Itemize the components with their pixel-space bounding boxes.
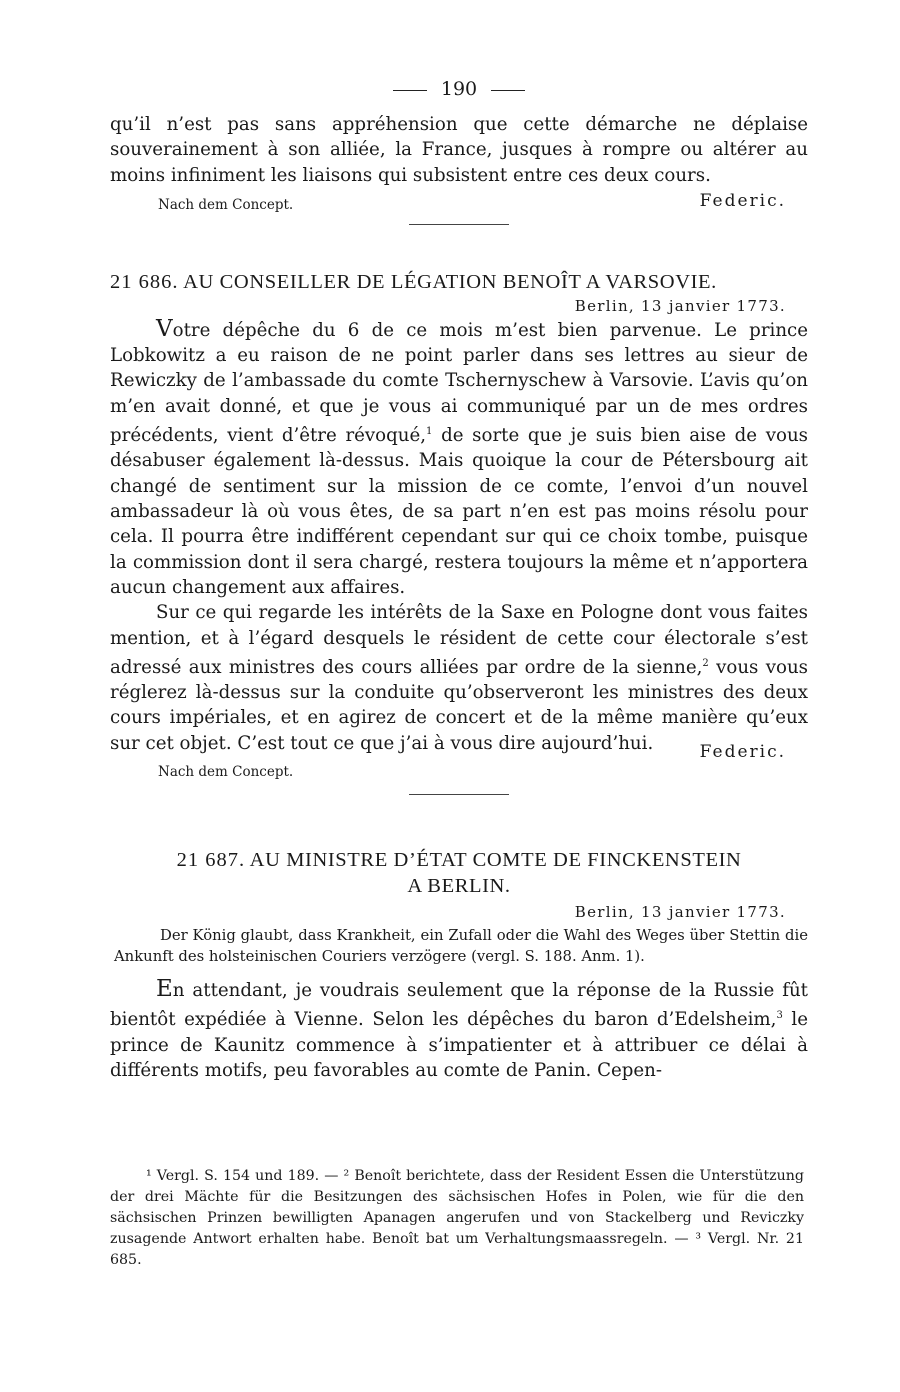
page-number-dash-right bbox=[491, 90, 525, 91]
footnote-ref: 3 bbox=[776, 1010, 783, 1022]
paragraph-text: Sur ce qui regarde les intérêts de la Saxe en Pologne dont vous faites mention, et à l’égard desquels le résident de cette cour électorale s’est adressé aux ministres des cours alliées par ordre de la sienne, bbox=[110, 602, 808, 678]
paragraph-text: le prince de Kaunitz commence à s’impatienter et à attribuer ce délai à différents motifs, peu favorables au comte de Panin. Cepen- bbox=[110, 1009, 808, 1082]
footnote-ref: 1 bbox=[426, 426, 433, 438]
letter-paragraph bbox=[110, 317, 808, 600]
signature: Federic. bbox=[699, 742, 786, 763]
initial-letter: V bbox=[156, 315, 173, 342]
letter-heading-line2: A BERLIN. bbox=[407, 875, 511, 898]
page-number-dash-left bbox=[393, 90, 427, 91]
letter-number: 21 686. bbox=[110, 270, 179, 293]
source-signature-row bbox=[110, 742, 808, 786]
initial-letter: E bbox=[156, 976, 173, 1003]
footnotes: ¹ Vergl. S. 154 und 189. — ² Benoît berichtete, dass der Resident Essen die Unterstützung der drei Mächte für die Besitzungen des sächsischen Hofes in Polen, wie für die den sächsischen Prinzen bewilligten Apanagen angerufen und von Stackelberg und Reviczky zusagende Antwort erhalten habe. Benoît bat um Verhaltungsmaassregeln. — ³ Vergl. Nr. 21 685. bbox=[110, 1168, 804, 1268]
letter-number: 21 687. bbox=[176, 849, 246, 872]
signature: Federic. bbox=[699, 190, 786, 211]
letter-title: AU MINISTRE D’ÉTAT COMTE DE FINCKENSTEIN bbox=[249, 849, 742, 872]
paragraph-text: de sorte que je suis bien aise de vous désabuser également là-dessus. Mais quoique la cour de Pétersbourg ait changé de sentiment sur la mission de ce comte, l’envoi d’un nouvel ambassadeur là où vous êtes, de sa part n’en est pas moins résolu pour cela. Il pourra être indifférent cependant sur qui ce choix tombe, puisque la commission dont il sera chargé, restera toujours la même et n’apportera aucun changement aux affaires. bbox=[110, 425, 808, 598]
summary-text: Der König glaubt, dass Krankheit, ein Zufall oder die Wahl des Weges über Stettin die Ankunft des holsteinischen Couriers verzögere (vergl. S. 188. Anm. 1). bbox=[114, 927, 808, 966]
letter-title: AU CONSEILLER DE LÉGATION BENOÎT A VARSOVIE. bbox=[183, 270, 717, 293]
source-signature-row bbox=[110, 188, 808, 218]
page-content bbox=[110, 78, 808, 1083]
letter-paragraph bbox=[110, 977, 808, 1083]
letter-paragraph bbox=[110, 600, 808, 756]
letter-date: Berlin, 13 janvier 1773. bbox=[574, 296, 786, 315]
page-number bbox=[110, 78, 808, 100]
letter-heading bbox=[110, 847, 808, 873]
letter-date: Berlin, 13 janvier 1773. bbox=[574, 903, 786, 922]
footnote-ref: 2 bbox=[702, 657, 709, 669]
letter-summary bbox=[110, 925, 808, 967]
letter-heading bbox=[110, 269, 808, 295]
paragraph-text: otre dépêche du 6 de ce mois m’est bien parvenue. Le prince Lobkowitz a eu raison de ne point parler dans ses lettres au sieur de Rewiczky de l’ambassade du comte Tschernyschew à Varsovie. L’avis qu’on m’en avait donné, et que je vous ai communiqué par un de mes ordres précédents, vient d’être révoqué, bbox=[110, 319, 808, 447]
page-number-text: 190 bbox=[440, 78, 478, 100]
continued-paragraph: qu’il n’est pas sans appréhension que cette démarche ne déplaise souverainement à son alliée, la France, jusques à rompre ou altérer au moins infiniment les liaisons qui subsistent entre ces deux cours. bbox=[110, 114, 808, 186]
source-note: Nach dem Concept. bbox=[158, 764, 294, 781]
paragraph-text: vous vous réglerez là-dessus sur la conduite qu’observeront les ministres des deux cours impériales, et en agirez de concert et de la même manière qu’eux sur cet objet. C’est tout ce que j’ai à vous dire aujourd’hui. bbox=[110, 656, 808, 754]
paragraph-text: n attendant, je voudrais seulement que la réponse de la Russie fût bientôt expédiée à Vienne. Selon les dépêches du baron d’Edelsheim, bbox=[110, 980, 808, 1031]
source-note: Nach dem Concept. bbox=[158, 196, 294, 213]
